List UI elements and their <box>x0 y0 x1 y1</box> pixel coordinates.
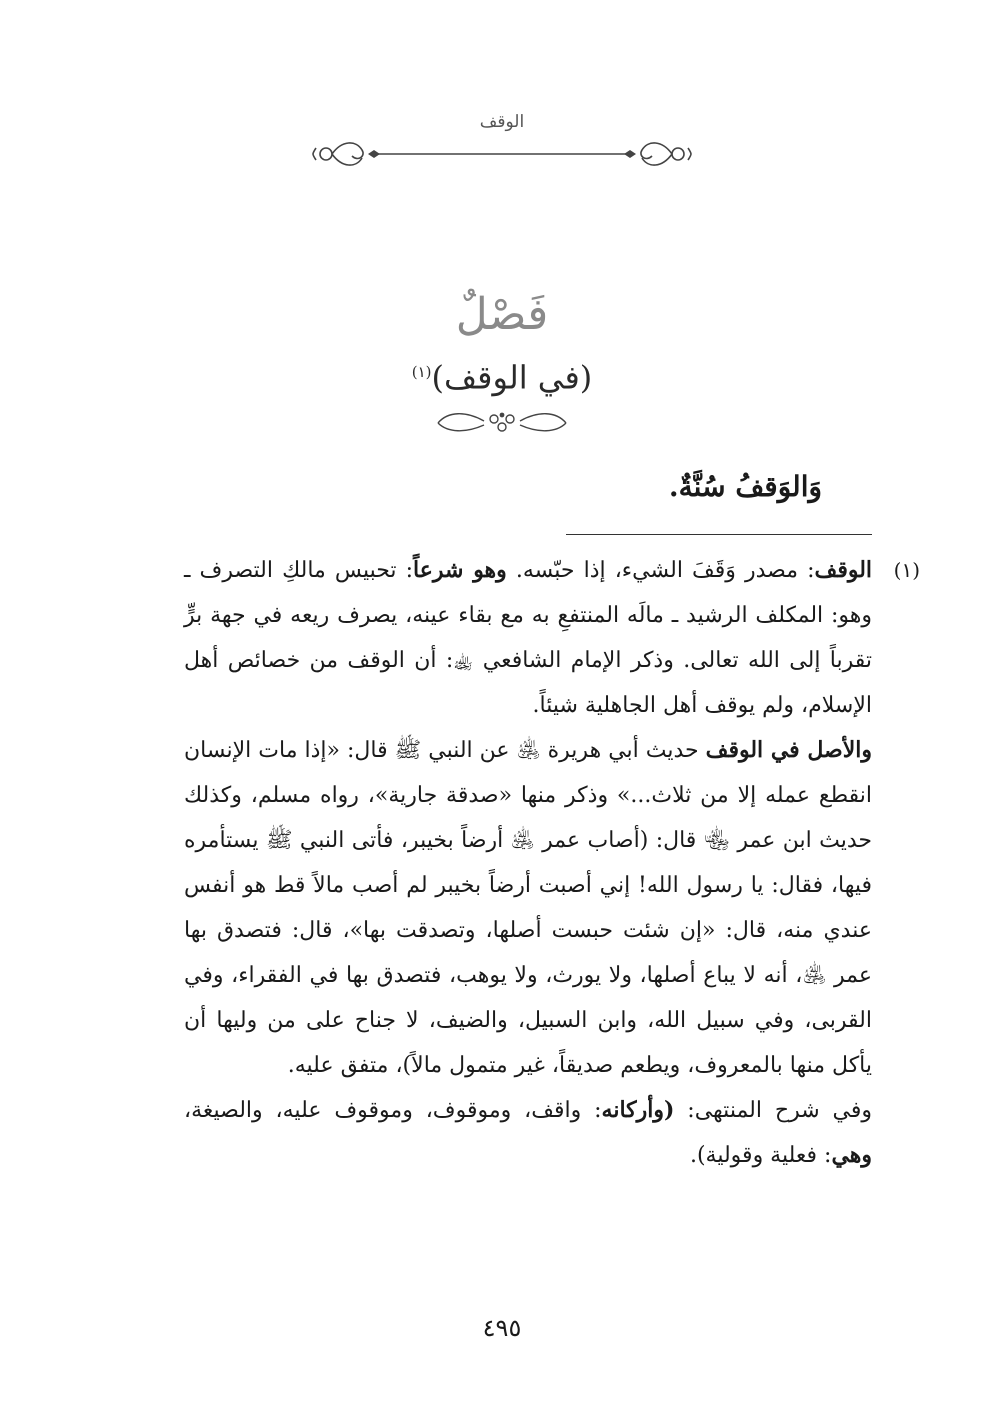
right-diamond <box>624 150 636 158</box>
text-segment: حديث أبي هريرة ﵁ عن النبي ﷺ قال: «إذا مات الإنسان انقطع عمله إلا من ثلاث...» وذكر منها «صدقة جارية»، رواه مسلم، وكذلك حديث ابن عمر ﵄ قال: (أصاب عمر ﵁ أرضاً بخيبر، فأتى النبي ﷺ يستأمره فيها، فقال: يا رسول الله! إني أصبت أرضاً بخيبر لم أصب مالاً قط هو أنفس عندي منه، قال: «إن شئت حبست أصلها، وتصدقت بها»، قال: فتصدق بها عمر ﵁، أنه لا يباع أصلها، ولا يورث، ولا يوهب، فتصدق بها في الفقراء، وفي القربى، وفي سبيل الله، وابن السبيل، والضيف، لا جناح على من وليها أن يأكل منها بالمعروف، ويطعم صديقاً، غير متمول مالاً)، متفق عليه. <box>184 738 872 1078</box>
ornament-center-dot <box>500 412 505 417</box>
footnote-paragraph <box>184 548 872 728</box>
text-segment: وفي شرح المنتهى: <box>674 1098 872 1123</box>
footnote-paragraph <box>184 1088 872 1178</box>
footnote-paragraph <box>184 728 872 1088</box>
left-diamond <box>368 150 380 158</box>
term-waqf: الوقف <box>814 557 873 583</box>
right-scroll-tip <box>688 148 691 160</box>
text-segment: : فعلية وقولية). <box>689 1143 832 1168</box>
running-title: الوقف <box>479 112 525 132</box>
text-segment: : تحبيس مالكِ التصرف ـ وهو: المكلف الرشيد ـ مالَه المنتفعِ به مع بقاء عينه، يصرف ريعه في جهة برٍّ تقرباً إلى الله تعالى. وذكر الإمام الشافعي ﵀: أن الوقف من خصائص أهل الإسلام، ولم يوقف أهل الجاهلية شيئاً. <box>184 558 872 718</box>
term-asl: والأصل في الوقف <box>705 737 872 763</box>
footnotes-section <box>184 548 920 1178</box>
text-segment: : مصدر وَقَفَ الشيء، إذا حبّسه. <box>506 558 815 583</box>
ornament-center-loop <box>498 423 506 431</box>
ornament-right-loop <box>506 415 514 423</box>
chapter-title <box>0 349 1004 401</box>
chapter-label: فَصْلٌ <box>455 289 549 340</box>
footnote-separator <box>566 534 872 535</box>
left-scroll-upper <box>332 143 363 159</box>
left-scroll-lower <box>332 154 362 165</box>
right-scroll-circle <box>672 148 684 160</box>
right-scroll-upper <box>641 143 672 159</box>
ornament-right-arc <box>520 413 566 422</box>
left-scroll-circle <box>320 148 332 160</box>
term-arkan: (وأركانه <box>601 1097 675 1123</box>
left-scroll-tip <box>313 148 316 160</box>
page-header <box>0 112 1004 132</box>
chapter-ornament <box>432 407 572 437</box>
header-ornament-rule <box>312 136 692 172</box>
chapter-title-text: (في الوقف) <box>431 358 593 397</box>
ornament-left-arc-lower <box>438 423 484 431</box>
ornament-right-arc-lower <box>520 423 566 431</box>
matn-text: وَالوَقفُ سُنَّةٌ. <box>668 470 822 503</box>
ornament-left-loop <box>490 415 498 423</box>
page-number: ٤٩٥ <box>482 1314 522 1342</box>
footnote-marker: (١) <box>411 363 432 381</box>
footnote-1 <box>184 548 920 1178</box>
term-shar-an: وهو شرعاً <box>413 557 507 583</box>
footnote-number: (١) <box>893 558 920 582</box>
term-wahiya: وهي <box>831 1142 872 1168</box>
chapter-heading <box>0 285 1004 437</box>
ornament-left-arc <box>438 413 484 422</box>
text-segment: : واقف، وموقوف، وموقوف عليه، والصيغة، <box>184 1098 602 1123</box>
right-scroll-lower <box>642 154 672 165</box>
